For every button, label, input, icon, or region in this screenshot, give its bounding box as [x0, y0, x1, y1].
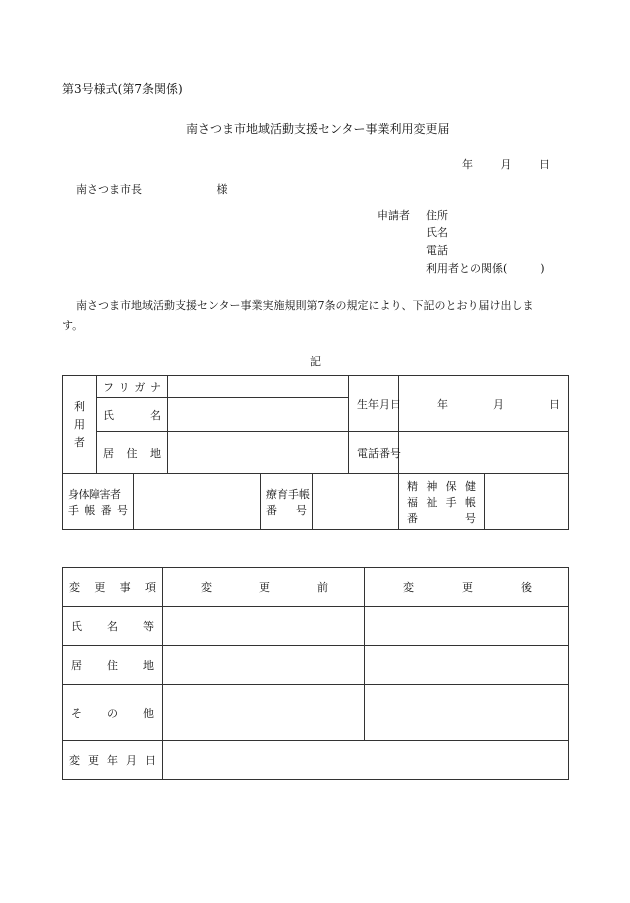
ryoiku-char-3: 手 [288, 487, 299, 501]
hdr-after-3: 後 [521, 581, 532, 594]
mental-char-8: 帳 [465, 495, 476, 509]
furigana-value[interactable] [168, 376, 349, 398]
hdr-after-1: 変 [403, 581, 414, 594]
mental-handbook-label [399, 474, 485, 530]
residence-char-2: 住 [126, 446, 138, 460]
chg-date-4: 月 [126, 754, 137, 767]
user-char-3: 者 [74, 435, 85, 449]
physical-handbook-value[interactable] [134, 474, 261, 530]
chg-date-2: 更 [88, 754, 99, 767]
furigana-3: ガ [134, 380, 146, 394]
change-table [62, 567, 569, 780]
date-line [462, 156, 550, 172]
hdr-before-3: 前 [317, 581, 328, 594]
physical-char-4: 号 [116, 503, 128, 517]
physical-handbook-label [63, 474, 134, 530]
row-other-label [63, 685, 163, 741]
row-other-1: そ [71, 706, 82, 720]
phone-char-2: 話 [368, 446, 380, 460]
birth-day: 日 [549, 397, 561, 411]
row-other-3: 他 [143, 706, 154, 720]
furigana-2: リ [118, 380, 130, 394]
row-name-after[interactable] [365, 607, 569, 646]
row-res-3: 地 [143, 659, 154, 672]
applicant-name: 氏名 [426, 226, 448, 239]
name-char-2: 名 [150, 408, 161, 422]
mental-char-5: 福 [407, 495, 419, 509]
phone-number-value[interactable] [399, 432, 569, 474]
furigana-1: フ [103, 380, 114, 394]
ryoiku-handbook-label [261, 474, 313, 530]
birthdate-value[interactable] [399, 376, 569, 432]
user-char-2: 用 [74, 417, 85, 431]
residence-value[interactable] [168, 432, 349, 474]
row-name-2: 名 [107, 620, 118, 633]
phone-number-label [349, 432, 402, 474]
phone-char-4: 号 [390, 446, 402, 460]
mental-char-4: 健 [465, 479, 476, 493]
user-label-cell [63, 376, 97, 474]
row-name-before[interactable] [163, 607, 365, 646]
mental-char-10: 号 [465, 511, 477, 525]
name-char-1: 氏 [103, 408, 114, 422]
ki-label: 記 [310, 355, 321, 368]
body-text-line2: す。 [62, 319, 84, 332]
physical-char-3: 番 [100, 503, 112, 517]
mental-char-2: 神 [426, 479, 438, 493]
row-other-2: の [107, 706, 118, 720]
mental-char-7: 手 [445, 495, 457, 509]
mental-char-9: 番 [407, 511, 419, 525]
physical-line1: 身体障害者 [68, 487, 121, 501]
applicant-label: 申請者 [377, 209, 410, 222]
ryoiku-char-6: 号 [296, 503, 307, 517]
header-after [365, 568, 569, 607]
ryoiku-char-1: 療 [266, 487, 277, 501]
date-year: 年 [462, 158, 473, 171]
body-text-line1: 南さつま市地域活動支援センター事業実施規則第7条の規定により、下記のとおり届け出しま [76, 299, 534, 312]
physical-char-1: 手 [68, 503, 79, 517]
date-month: 月 [500, 158, 512, 171]
residence-char-3: 地 [150, 446, 161, 460]
change-date-value[interactable] [163, 741, 569, 780]
user-info-table [62, 375, 569, 530]
residence-label [97, 432, 168, 474]
hdr-item-2: 更 [94, 581, 106, 594]
ryoiku-char-2: 育 [277, 487, 288, 501]
chg-date-3: 年 [107, 754, 118, 767]
page-title: 南さつま市地域活動支援センター事業利用変更届 [186, 122, 450, 136]
mental-char-6: 祉 [426, 495, 438, 509]
user-char-1: 利 [74, 399, 85, 413]
ryoiku-char-4: 帳 [299, 487, 310, 501]
birth-char-2: 年 [368, 397, 380, 411]
chg-date-5: 日 [145, 754, 156, 767]
birthdate-label [349, 376, 402, 432]
date-day: 日 [539, 158, 550, 171]
addressee-honorific: 様 [216, 183, 228, 196]
row-other-after[interactable] [365, 685, 569, 741]
row-name-3: 等 [143, 620, 154, 633]
hdr-item-1: 変 [69, 581, 80, 594]
phone-char-3: 番 [379, 446, 391, 460]
birth-char-3: 月 [379, 397, 391, 411]
chg-date-1: 変 [69, 754, 80, 767]
furigana-label [97, 376, 168, 398]
header-before [163, 568, 365, 607]
phone-char-1: 電 [357, 446, 369, 460]
row-name-label [63, 607, 163, 646]
addressee [76, 181, 228, 197]
row-residence-after[interactable] [365, 646, 569, 685]
row-res-2: 住 [107, 659, 118, 672]
row-residence-label [63, 646, 163, 685]
mental-char-1: 精 [407, 479, 419, 493]
name-value[interactable] [168, 398, 349, 432]
form-number: 第3号様式(第7条関係) [62, 82, 183, 96]
hdr-after-2: 更 [462, 581, 473, 594]
ryoiku-char-5: 番 [266, 503, 277, 517]
birth-char-1: 生 [357, 397, 369, 411]
birth-year: 年 [437, 397, 449, 411]
furigana-4: ナ [149, 380, 161, 394]
row-other-before[interactable] [163, 685, 365, 741]
ryoiku-handbook-value[interactable] [313, 474, 399, 530]
applicant-phone: 電話 [426, 244, 448, 257]
change-date-label [63, 741, 163, 780]
birth-month: 月 [493, 397, 505, 411]
header-item [63, 568, 163, 607]
hdr-before-1: 変 [201, 581, 212, 594]
row-name-1: 氏 [71, 620, 82, 633]
mental-char-3: 保 [445, 479, 457, 493]
mental-handbook-value[interactable] [485, 474, 569, 530]
residence-char-1: 居 [103, 446, 114, 460]
hdr-item-4: 項 [144, 581, 156, 594]
applicant-relation: 利用者との関係( ) [426, 262, 545, 275]
hdr-item-3: 事 [119, 581, 131, 594]
hdr-before-2: 更 [259, 581, 270, 594]
row-res-1: 居 [71, 659, 82, 672]
name-label [97, 398, 168, 432]
addressee-name: 南さつま市長 [76, 183, 142, 196]
birth-char-4: 日 [390, 397, 402, 411]
applicant-address: 住所 [426, 209, 448, 222]
row-residence-before[interactable] [163, 646, 365, 685]
physical-char-2: 帳 [84, 503, 96, 517]
